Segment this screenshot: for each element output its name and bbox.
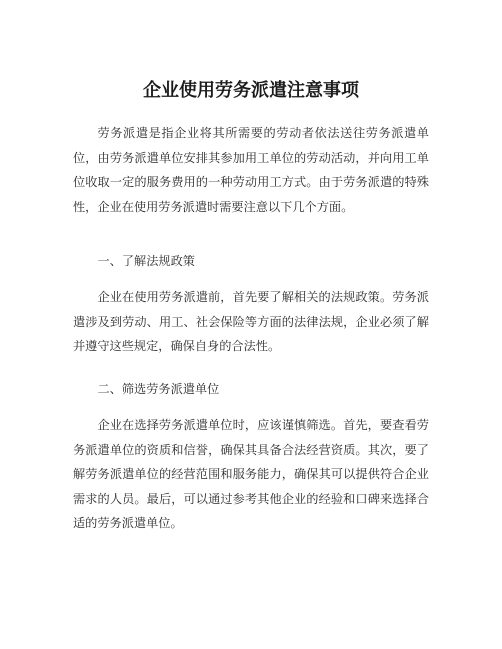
section-body-2: 企业在选择劳务派遣单位时，应该谨慎筛选。首先，要查看劳务派遣单位的资质和信誉，确保其具备合法经营资质。其次，要了解劳务派遣单位的经营范围和服务能力，确保其可以提供符合企业需求的人员。最后，可以通过参考其他企业的经验和口碑来选择合适的劳务派遣单位。 <box>73 418 429 530</box>
document-title: 企业使用劳务派遣注意事项 <box>143 80 359 101</box>
section-heading-1: 一、了解法规政策 <box>97 254 195 268</box>
intro-paragraph: 劳务派遣是指企业将其所需要的劳动者依法送往劳务派遣单位，由劳务派遣单位安排其参加用工单位的劳动活动，并向用工单位收取一定的服务费用的一种劳动用工方式。由于劳务派遣的特殊性，企业在使用劳务派遣时需要注意以下几个方面。 <box>73 126 429 214</box>
section-heading-2: 二、筛选劳务派遣单位 <box>97 382 220 396</box>
section-body-1: 企业在使用劳务派遣前，首先要了解相关的法规政策。劳务派遣涉及到劳动、用工、社会保险等方面的法律法规，企业必须了解并遵守这些规定，确保自身的合法性。 <box>73 290 429 353</box>
